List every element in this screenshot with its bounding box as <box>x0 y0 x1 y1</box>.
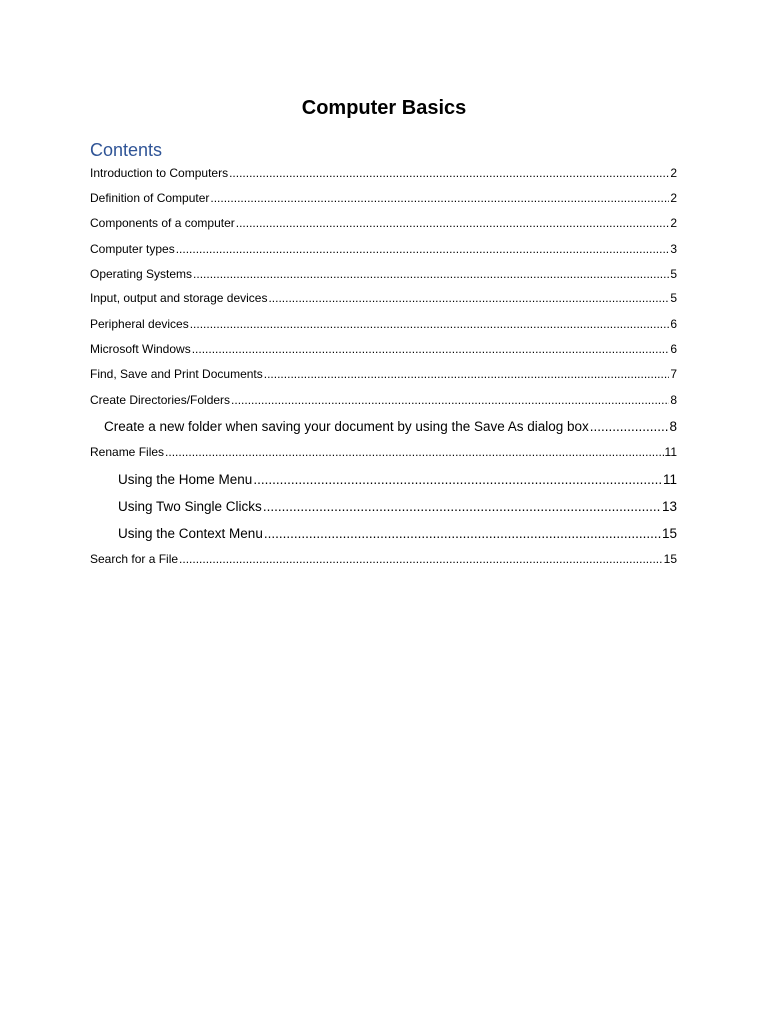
toc-entry[interactable] <box>90 547 677 572</box>
toc-dot-leader <box>210 186 669 211</box>
toc-dot-leader <box>190 312 670 337</box>
toc-entry[interactable] <box>90 186 677 211</box>
toc-page-number: 3 <box>670 242 677 256</box>
toc-dot-leader <box>264 520 661 547</box>
toc-dot-leader <box>192 337 670 362</box>
toc-dot-leader <box>176 237 670 262</box>
toc-entry[interactable] <box>90 237 677 262</box>
toc-dot-leader <box>263 493 661 520</box>
toc-page-number: 11 <box>664 445 677 459</box>
toc-entry[interactable] <box>90 362 677 387</box>
toc-entry-title: Microsoft Windows <box>90 342 191 356</box>
toc-page-number: 5 <box>670 267 677 281</box>
toc-entry[interactable] <box>90 520 677 547</box>
toc-entry-title: Using Two Single Clicks <box>118 499 262 514</box>
toc-dot-leader <box>179 547 663 572</box>
toc-entry-title: Computer types <box>90 242 175 256</box>
toc-entry[interactable] <box>90 466 677 493</box>
toc-page-number: 13 <box>661 499 677 514</box>
toc-dot-leader <box>236 211 670 236</box>
toc-entry-title: Input, output and storage devices <box>90 291 268 305</box>
toc-page-number: 11 <box>662 472 677 487</box>
toc-entry[interactable] <box>90 440 677 465</box>
toc-entry[interactable] <box>90 413 677 440</box>
toc-page-number: 15 <box>663 552 677 566</box>
toc-entry-title: Search for a File <box>90 552 179 566</box>
toc-heading: Contents <box>90 140 163 160</box>
toc-entry[interactable] <box>90 161 677 186</box>
toc-entry[interactable] <box>90 211 677 236</box>
toc-page-number: 5 <box>670 291 677 305</box>
toc-entry-title: Using the Home Menu <box>118 472 253 487</box>
toc-page-number: 8 <box>669 419 677 434</box>
toc-entry-title: Definition of Computer <box>90 191 210 205</box>
toc-dot-leader <box>193 262 669 287</box>
toc-entry-title: Create a new folder when saving your document by using the Save As dialog box <box>104 419 589 434</box>
toc-entry[interactable] <box>90 262 677 287</box>
toc-entry-title: Find, Save and Print Documents <box>90 367 263 381</box>
toc-entry-title: Peripheral devices <box>90 317 189 331</box>
document-title: Computer Basics <box>301 97 467 119</box>
toc-page-number: 2 <box>670 216 677 230</box>
toc-dot-leader <box>165 440 664 465</box>
toc-dot-leader <box>229 161 669 186</box>
toc-entry-title: Create Directories/Folders <box>90 393 231 407</box>
toc-page-number: 6 <box>670 317 677 331</box>
toc-dot-leader <box>590 413 669 440</box>
toc-page-number: 2 <box>670 191 677 205</box>
toc-entry-title: Operating Systems <box>90 267 193 281</box>
toc-entry[interactable] <box>90 312 677 337</box>
toc-entry-title: Rename Files <box>90 445 165 459</box>
toc-dot-leader <box>264 362 670 387</box>
toc-page-number: 2 <box>670 166 677 180</box>
toc-page-number: 8 <box>670 393 677 407</box>
toc-dot-leader <box>268 286 669 311</box>
toc-entry-title: Introduction to Computers <box>90 166 229 180</box>
toc-entry[interactable] <box>90 286 677 311</box>
toc-page-number: 7 <box>670 367 677 381</box>
toc-entry[interactable] <box>90 337 677 362</box>
toc-dot-leader <box>253 466 662 493</box>
toc-dot-leader <box>231 388 669 413</box>
toc-entry-title: Using the Context Menu <box>118 526 263 541</box>
toc-page-number: 6 <box>670 342 677 356</box>
toc-entry[interactable] <box>90 493 677 520</box>
toc-entry-title: Components of a computer <box>90 216 235 230</box>
toc-page-number: 15 <box>661 526 677 541</box>
toc-entry[interactable] <box>90 388 677 413</box>
